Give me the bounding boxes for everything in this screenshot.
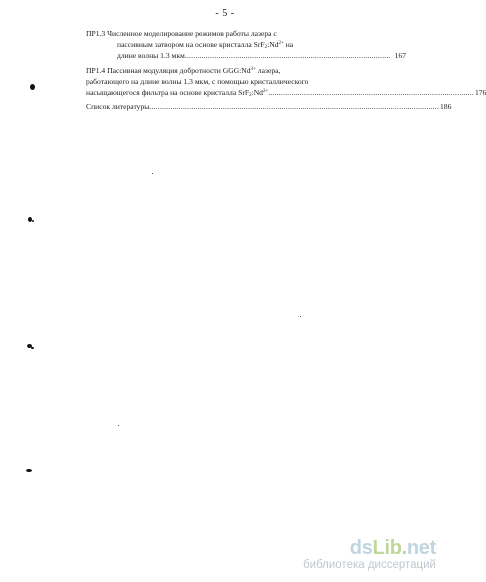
toc-text: на	[283, 40, 294, 49]
toc-text: :Nd	[267, 40, 279, 49]
subscript: 2	[264, 45, 268, 50]
watermark-logo-lib: Lib	[372, 537, 402, 559]
toc-page-number: 176	[474, 88, 486, 97]
scan-dot	[118, 425, 119, 426]
table-of-contents	[86, 28, 486, 112]
toc-entry-title-line	[86, 65, 406, 76]
watermark-logo-net: net	[406, 537, 436, 559]
superscript: 2+	[262, 89, 269, 94]
scan-dot	[300, 316, 301, 317]
superscript: 3+	[250, 67, 256, 72]
toc-text: :Nd	[251, 88, 263, 97]
dot-leader: ..................................................................................................	[184, 51, 391, 60]
watermark-logo-dot: .	[401, 537, 407, 559]
toc-text: ПР1.4 Пассивная модуляция добротности GGG:Nd	[86, 66, 251, 75]
scan-speck	[32, 220, 34, 222]
watermark-logo	[303, 537, 436, 559]
toc-text: длине волны 1.3 мкм	[117, 51, 185, 60]
dot-leader: ..................................................................................................	[268, 88, 474, 97]
scan-dot	[152, 173, 153, 174]
watermark-logo-ds: ds	[349, 537, 373, 559]
toc-entry-title-line: ПР1.3 Численное моделирование режимов работы лазера с	[86, 29, 277, 38]
superscript: 2+	[278, 41, 284, 46]
toc-entry-pr1-4[interactable]	[86, 65, 486, 98]
dot-leader: ..........................................................................................................................................	[149, 102, 439, 111]
toc-text: насыщающегося фильтра на основе кристалла SrF	[86, 88, 250, 97]
toc-entry-leader-line	[86, 87, 486, 98]
toc-entry-pr1-3[interactable]	[86, 28, 406, 61]
toc-text: пассивным затвором на основе кристалла SrF	[117, 40, 265, 49]
watermark-subtitle: библиотека диссертаций	[303, 559, 436, 571]
dslib-watermark[interactable]	[303, 537, 436, 572]
toc-entry-leader-line	[86, 101, 452, 112]
toc-page-number: 186	[439, 102, 452, 111]
toc-text: лазера,	[255, 66, 281, 75]
toc-entry-title-line	[86, 39, 406, 50]
toc-text	[86, 87, 268, 98]
scan-speck	[31, 347, 34, 349]
toc-entry-title-line: работающего на длине волны 1.3 мкм, с помощью кристаллического	[86, 77, 309, 86]
scan-speck	[26, 469, 32, 472]
toc-entry-leader-line	[86, 50, 406, 61]
subscript: 2	[249, 93, 252, 98]
page-number: - 5 -	[215, 8, 235, 19]
toc-page-number: 167	[394, 51, 406, 60]
scan-speck	[30, 84, 35, 90]
toc-entry-references[interactable]	[86, 101, 452, 112]
toc-text: Список литературы	[86, 102, 150, 111]
